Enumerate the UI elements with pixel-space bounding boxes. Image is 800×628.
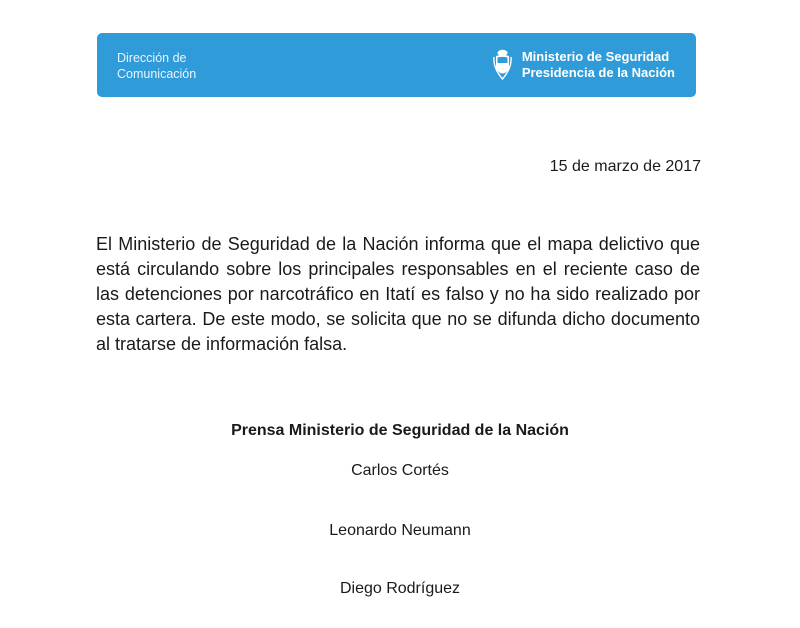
header-banner	[97, 33, 696, 97]
department-label	[117, 50, 196, 82]
ministry-block	[492, 48, 675, 81]
body-paragraph: El Ministerio de Seguridad de la Nación informa que el mapa delictivo que está circulando sobre los principales responsables en el reciente caso de las detenciones por narcotráfico en Itatí es falso y no ha sido realizado por esta cartera. De este modo, se solicita que no se difunda dicho documento al tratarse de información falsa.	[96, 234, 700, 354]
department-line-1: Dirección de	[117, 51, 187, 65]
ministry-line-1: Ministerio de Seguridad	[521, 48, 670, 64]
signer-name: Carlos Cortés	[351, 462, 449, 479]
signer-name: Diego Rodríguez	[339, 580, 461, 597]
department-line-2: Comunicación	[117, 67, 197, 81]
ministry-name	[522, 49, 675, 81]
coat-of-arms-icon	[492, 48, 513, 81]
signature-title: Prensa Ministerio de Seguridad de la Nación	[231, 422, 569, 439]
document-date: 15 de marzo de 2017	[549, 158, 701, 175]
ministry-line-2: Presidencia de la Nación	[521, 64, 675, 80]
signer-name: Leonardo Neumann	[329, 522, 471, 539]
